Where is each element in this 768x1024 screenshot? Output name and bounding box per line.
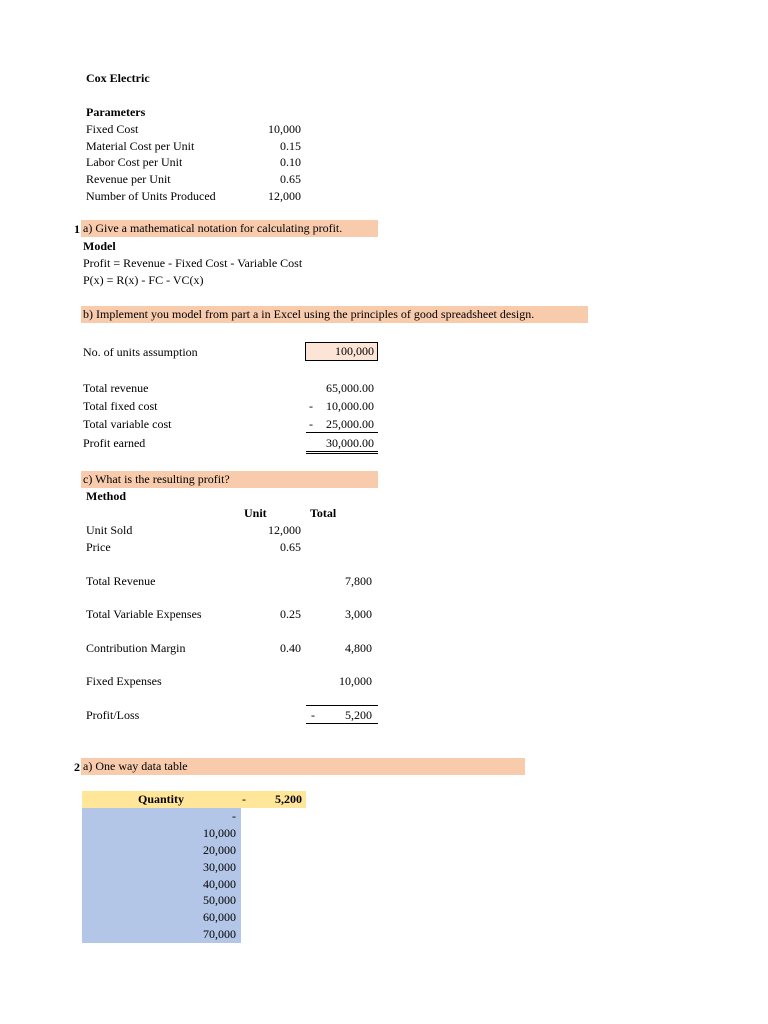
header-result-value: 5,200 (275, 792, 302, 806)
param-value: 0.15 (280, 139, 301, 153)
method-heading: Method (86, 489, 126, 503)
model-formula-notation: P(x) = R(x) - FC - VC(x) (83, 273, 204, 287)
quantity-cell[interactable]: 70,000 (203, 927, 236, 941)
param-label: Fixed Cost (86, 122, 139, 136)
param-value: 0.10 (280, 155, 301, 169)
double-rule-top (306, 451, 378, 452)
column-header-total: Total (310, 506, 337, 520)
param-value: 12,000 (268, 189, 301, 203)
units-assumption-input[interactable]: 100,000 (305, 342, 378, 361)
total-revenue-label: Total Revenue (86, 574, 156, 588)
fixed-expenses-total: 10,000 (339, 674, 372, 688)
total-sign: - (309, 417, 313, 431)
price-label: Price (86, 540, 111, 554)
units-assumption-label: No. of units assumption (83, 345, 198, 359)
total-label: Total variable cost (83, 417, 172, 431)
param-label: Revenue per Unit (86, 172, 171, 186)
quantity-cell[interactable]: 50,000 (203, 893, 236, 907)
variable-expenses-label: Total Variable Expenses (86, 607, 202, 621)
profit-loss-total: 5,200 (345, 708, 372, 722)
total-label: Total revenue (83, 381, 149, 395)
q2a-prompt: a) One way data table (81, 758, 525, 775)
model-heading: Model (83, 239, 116, 253)
profit-loss-top-rule (306, 705, 378, 706)
variable-expenses-total: 3,000 (345, 607, 372, 621)
q1a-prompt: a) Give a mathematical notation for calculating profit. (81, 220, 378, 237)
param-label: Labor Cost per Unit (86, 155, 183, 169)
profit-earned-value: 30,000.00 (326, 436, 374, 450)
contribution-margin-total: 4,800 (345, 641, 372, 655)
total-label: Total fixed cost (83, 399, 158, 413)
q1c-prompt: c) What is the resulting profit? (81, 471, 378, 488)
double-rule-bottom (306, 453, 378, 454)
header-sign: - (242, 792, 246, 806)
profit-loss-label: Profit/Loss (86, 708, 140, 722)
param-value: 10,000 (268, 122, 301, 136)
model-formula-words: Profit = Revenue - Fixed Cost - Variable Cost (83, 256, 303, 270)
quantity-cell[interactable]: - (232, 809, 236, 823)
total-sign: - (309, 399, 313, 413)
param-label: Material Cost per Unit (86, 139, 195, 153)
total-value: 10,000.00 (326, 399, 374, 413)
unit-sold-label: Unit Sold (86, 523, 133, 537)
variable-expenses-unit: 0.25 (280, 607, 301, 621)
question-number-1: 1 (74, 222, 80, 236)
column-header-unit: Unit (244, 506, 267, 520)
quantity-cell[interactable]: 10,000 (203, 826, 236, 840)
total-revenue-total: 7,800 (345, 574, 372, 588)
quantity-cell[interactable]: 60,000 (203, 910, 236, 924)
question-number-2: 2 (74, 760, 80, 774)
subtotal-rule (306, 432, 378, 433)
contribution-margin-unit: 0.40 (280, 641, 301, 655)
contribution-margin-label: Contribution Margin (86, 641, 186, 655)
total-label: Profit earned (83, 436, 146, 450)
total-value: 25,000.00 (326, 417, 374, 431)
total-value: 65,000.00 (326, 381, 374, 395)
price-value: 0.65 (280, 540, 301, 554)
quantity-cell[interactable]: 30,000 (203, 860, 236, 874)
param-value: 0.65 (280, 172, 301, 186)
parameters-heading: Parameters (86, 105, 146, 119)
sheet-title: Cox Electric (86, 71, 150, 85)
quantity-header: Quantity (138, 792, 185, 806)
profit-loss-sign: - (311, 708, 315, 722)
fixed-expenses-label: Fixed Expenses (86, 674, 162, 688)
q1b-prompt: b) Implement you model from part a in Excel using the principles of good spreadsheet design. (81, 306, 588, 323)
unit-sold-value: 12,000 (268, 523, 301, 537)
profit-loss-bottom-rule (306, 723, 378, 724)
quantity-cell[interactable]: 40,000 (203, 877, 236, 891)
param-label: Number of Units Produced (86, 189, 216, 203)
quantity-cell[interactable]: 20,000 (203, 843, 236, 857)
data-table-header (82, 791, 306, 808)
